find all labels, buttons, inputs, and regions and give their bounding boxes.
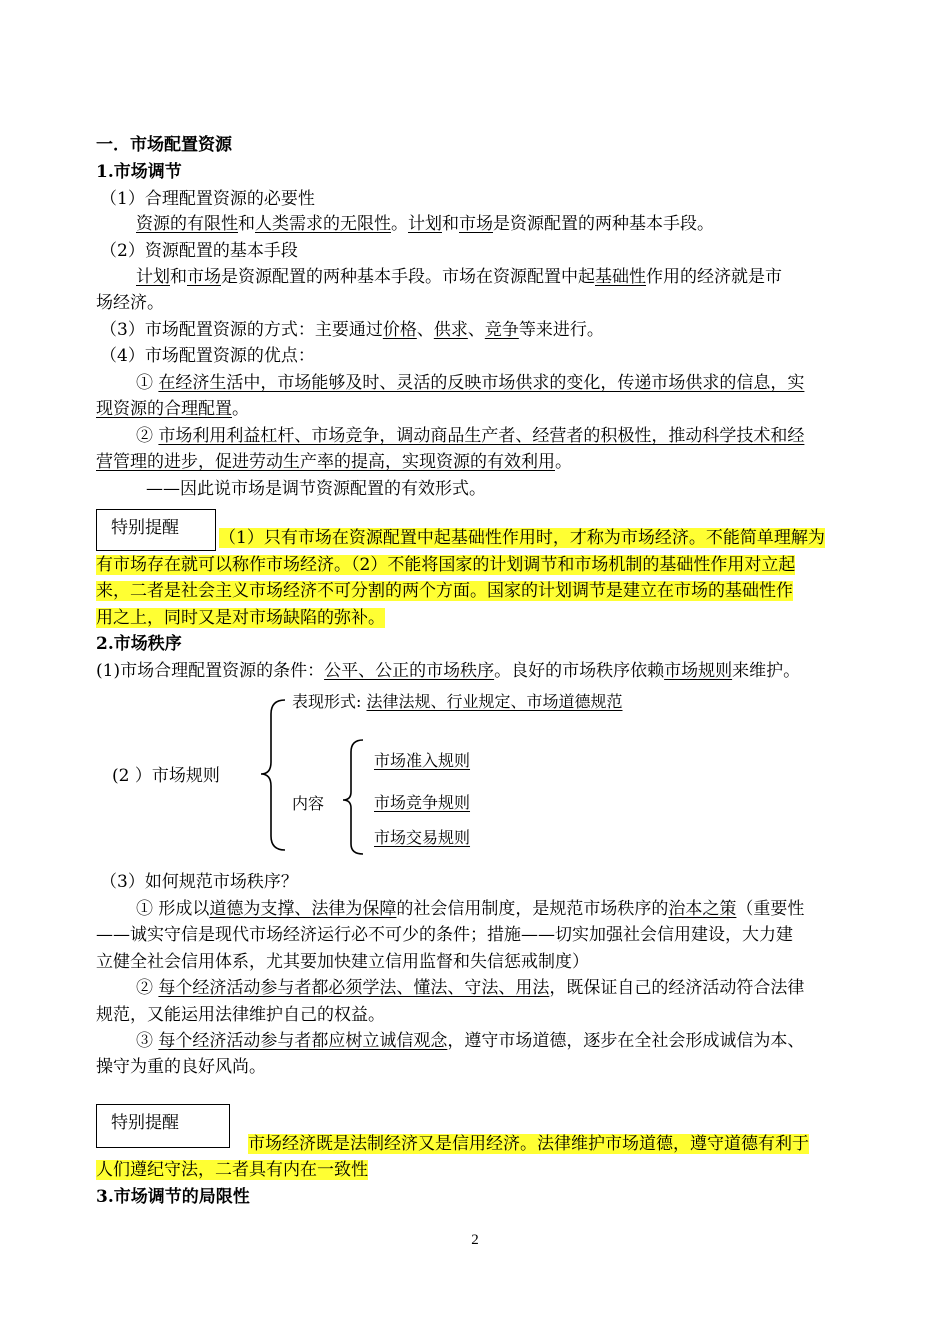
content-item-competition: 市场竞争规则: [374, 793, 471, 812]
page-number: 2: [471, 1232, 479, 1248]
reminder-2-line-2: 人们遵纪守法，二者具有内在一致性: [96, 1160, 368, 1180]
reminder-1-line-2: 有市场存在就可以称作市场经济。（2）不能将国家的计划调节和市场机制的基础性作用对立起: [96, 555, 796, 575]
subsection-title-limitations: 3.市场调节的局限性: [96, 1187, 250, 1207]
reminder-1-line-3: 来，二者是社会主义市场经济不可分割的两个方面。国家的计划调节是建立在市场的基础性作: [96, 581, 793, 601]
order-point-3-item-3-cont: 操守为重的良好风尚。: [96, 1057, 266, 1077]
point-4-conclusion: ——因此说市场是调节资源配置的有效形式。: [146, 479, 486, 499]
order-point-3-item-3: ③ 每个经济活动参与者都应树立诚信观念，遵守市场道德，逐步在全社会形成诚信为本、: [136, 1031, 805, 1051]
content-item-entry: 市场准入规则: [374, 751, 471, 770]
reminder-1-line-4: 用之上，同时又是对市场缺陷的弥补。: [96, 608, 385, 628]
point-2-label: （2）资源配置的基本手段: [100, 241, 298, 261]
reminder-box-2: 特别提醒: [96, 1104, 230, 1148]
subsection-title-market-regulation: 1.市场调节: [96, 162, 182, 182]
order-point-3-item-2-cont: 规范，又能运用法律维护自己的权益。: [96, 1005, 385, 1025]
content-item-trade: 市场交易规则: [374, 828, 471, 847]
order-point-3-item-1-cont-1: ——诚实守信是现代市场经济运行必不可少的条件；措施——切实加强社会信用建设，大力建: [96, 925, 793, 945]
order-point-3-item-1-cont-2: 立健全社会信用体系，尤其要加快建立信用监督和失信惩戒制度）: [96, 952, 589, 972]
point-2-body-cont: 场经济。: [96, 293, 164, 313]
point-2-body: 计划和市场是资源配置的两种基本手段。市场在资源配置中起基础性作用的经济就是市: [136, 267, 782, 287]
point-4-item-2: ② 市场利用利益杠杆、市场竞争，调动商品生产者、经营者的积极性，推动科学技术和经: [136, 426, 805, 446]
point-4-item-2-cont: 营管理的进步，促进劳动生产率的提高，实现资源的有效利用。: [96, 452, 572, 472]
form-row: 表现形式: 法律法规、行业规定、市场道德规范: [292, 692, 623, 711]
point-3: （3）市场配置资源的方式：主要通过价格、供求、竞争等来进行。: [100, 320, 604, 340]
section-heading: 一．市场配置资源: [96, 135, 232, 155]
point-4-label: （4）市场配置资源的优点：: [100, 346, 315, 366]
order-point-1: (1)市场合理配置资源的条件：公平、公正的市场秩序。良好的市场秩序依赖市场规则来维护。: [96, 661, 801, 681]
point-4-item-1: ① 在经济生活中，市场能够及时、灵活的反映市场供求的变化，传递市场供求的信息，实: [136, 373, 805, 393]
market-rules-label: (2 ）市场规则: [112, 766, 220, 786]
point-4-item-1-cont: 现资源的合理配置。: [96, 399, 249, 419]
inner-brace: [343, 740, 363, 854]
reminder-box-1: 特别提醒: [96, 509, 216, 551]
reminder-2-line-1: 市场经济既是法制经济又是信用经济。法律维护市场道德，遵守道德有利于: [248, 1134, 809, 1154]
order-point-3-item-1: ① 形成以道德为支撑、法律为保障的社会信用制度，是规范市场秩序的治本之策（重要性: [136, 899, 805, 919]
point-1-body: 资源的有限性和人类需求的无限性。计划和市场是资源配置的两种基本手段。: [136, 214, 714, 234]
subsection-title-market-order: 2.市场秩序: [96, 634, 182, 654]
content-label: 内容: [292, 794, 325, 813]
order-point-3-item-2: ② 每个经济活动参与者都必须学法、懂法、守法、用法，既保证自己的经济活动符合法律: [136, 978, 805, 998]
outer-brace: [261, 700, 285, 850]
brace-diagram: [255, 696, 365, 856]
order-point-3-label: （3）如何规范市场秩序？: [100, 872, 298, 892]
reminder-1-line-1: （1）只有市场在资源配置中起基础性作用时，才称为市场经济。不能简单理解为: [219, 528, 825, 548]
point-1-label: （1）合理配置资源的必要性: [100, 189, 315, 209]
